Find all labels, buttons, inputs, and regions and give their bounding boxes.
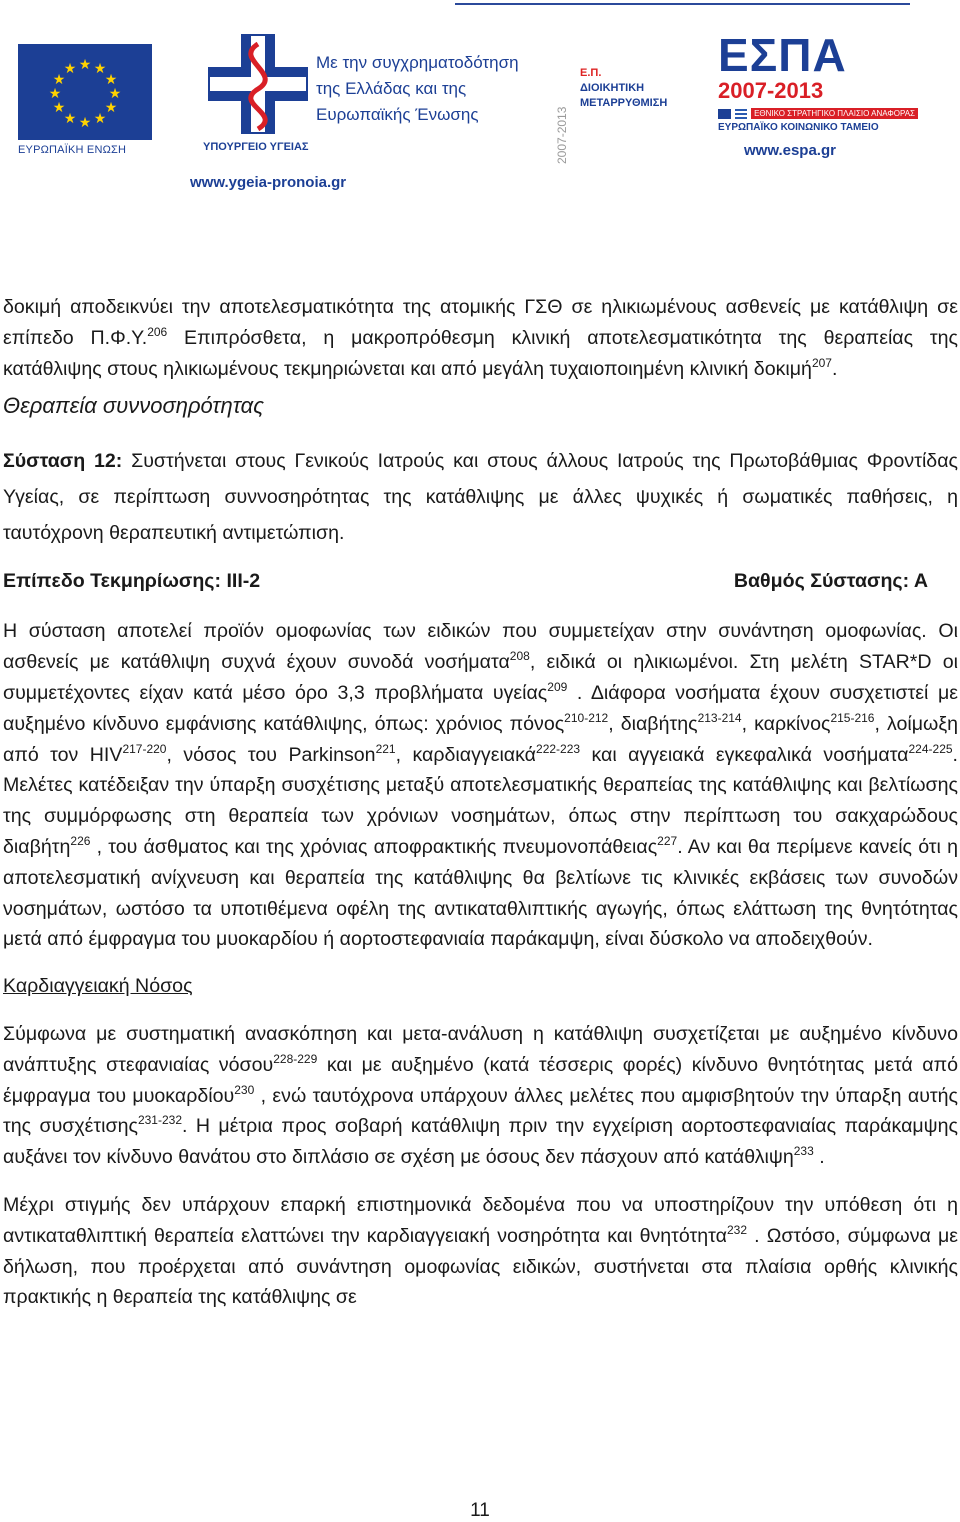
eu-flag-icon [18,44,152,140]
cofunding-line: Με την συγχρηματοδότηση [316,53,519,72]
svg-text:★: ★ [78,115,92,131]
cofunding-text [316,50,566,128]
espa-title: ΕΣΠΑ [718,29,847,81]
espa-logo [718,29,918,133]
recommendation-12: Σύσταση 12: Συστήνεται στους Γενικούς Ιατρούς και στους άλλους Ιατρούς της Πρωτοβάθμιας Φροντίδας Υγείας, σε περίπτωση συννοσηρότητας της κατάθλιψης με άλλες ψυχικές ή σωματικές παθήσεις, η ταυτόχρονη θεραπευτική αντιμετώπιση. [3,450,958,545]
svg-text:★: ★ [93,111,107,127]
recommendation-levels [3,563,958,599]
admin-line: ΜΕΤΑΡΡΥΘΜΙΣΗ [580,97,668,109]
espa-url: www.espa.gr [744,142,836,159]
ministry-caption: ΥΠΟΥΡΓΕΙΟ ΥΓΕΙΑΣ [203,141,309,153]
recommendation-label: Σύσταση 12: [3,450,123,473]
eu-logo [18,44,153,156]
espa-years: 2007-2013 [718,78,824,103]
svg-text:★: ★ [104,100,118,116]
vertical-years-text: 2007-2013 [555,106,569,164]
funding-banner [18,26,918,201]
admin-line: Ε.Π. [580,67,602,79]
svg-text:★: ★ [48,86,62,102]
greek-mini-flag-icon [735,109,748,119]
svg-text:★: ★ [63,61,77,77]
eu-mini-flag-icon [718,109,731,119]
evidence-level: Επίπεδο Τεκμηρίωσης: ΙΙΙ-2 [3,570,261,593]
svg-text:★: ★ [108,86,122,102]
document-body [3,292,958,1313]
svg-text:★: ★ [52,72,66,88]
ministry-url: www.ygeia-pronoia.gr [190,174,347,191]
vertical-years [546,56,576,166]
page-number: 11 [470,1500,490,1521]
section-heading: Θεραπεία συννοσηρότητας [3,393,264,419]
svg-text:★: ★ [52,100,66,116]
header-rule [455,3,910,5]
paragraph-intro: δοκιμή αποδεικνύει την αποτελεσματικότητα της ατομικής ΓΣΘ σε ηλικιωμένους ασθενείς με κατάθλιψη σε επίπεδο Π.Φ.Υ.$^{206}$ Επιπρόσθετα, η μακροπρόθεσμη κλινική αποτελεσματικότητα της θεραπείας της κατάθλιψης στους ηλικιωμένους τεκμηριώνεται και από μεγάλη τυχαιοποιημένη κλινική δοκιμή$^{207}$. [3,296,958,380]
espa-fund: ΕΥΡΩΠΑΪΚΟ ΚΟΙΝΩΝΙΚΟ ΤΑΜΕΙΟ [718,122,879,133]
svg-text:★: ★ [78,57,92,73]
cofunding-line: της Ελλάδας και της [316,79,467,98]
eu-caption: ΕΥΡΩΠΑΪΚΗ ΕΝΩΣΗ [18,144,127,156]
paragraph-comorbidity: Η σύσταση αποτελεί προϊόν ομοφωνίας των ειδικών που συμμετείχαν στην συνάντηση ομοφωνίας. Οι ασθενείς με κατάθλιψη συχνά έχουν συνοδά νοσήματα$^{208}$, ειδικά οι ηλικιωμένοι. Στη μελέτη STAR*D οι συμμετέχοντες είχαν κατά μέσο όρο 3,3 προβλήματα υγείας$^{209}$ . Διάφορα νοσήματα έχουν συσχετιστεί με αυξημένο κίνδυνο εμφάνισης κατάθλιψης, όπως: χρόνιος πόνος$^{210-212}$, διαβήτης$^{213-214}$, καρκίνος$^{215-216}$, λοίμωξη από τον HIV$^{217-220}$, νόσος του Parkinson$^{221}$, καρδιαγγειακά$^{222-223}$ και αγγειακά εγκεφαλικά νοσήματα$^{224-225}$. Μελέτες κατέδειξαν την ύπαρξη συσχέτισης μεταξύ αποτελεσματικής θεραπείας της κατάθλιψης και βελτίωσης της συμμόρφωσης στη θεραπεία των χρόνιων νοσημάτων, όπως στην περίπτωση του σακχαρώδους διαβήτη$^{226}$ , του άσθματος και της χρόνιας αποφρακτικής πνευμονοπάθειας$^{227}$. Αν και θα περίμενε κανείς ότι η αποτελεσματική ανίχνευση και θεραπεία της κατάθλιψης θα βελτίωνε τις κλινικές εκβάσεις των συνοδών νοσημάτων, ωστόσο τα υποτιθέμενα οφέλη της αντικαταθλιπτικής αγωγής, όπως ελάττωση της θνητότητας μετά από έμφραγμα του μυοκαρδίου ή αορτοστεφανιαία παράκαμψη, είναι δύσκολο να αποδειχθούν. [3,620,959,951]
ministry-cross-icon [203,34,313,134]
cofunding-line: Ευρωπαϊκής Ένωσης [316,105,479,124]
svg-text:★: ★ [63,111,77,127]
svg-text:★: ★ [104,72,118,88]
subheading-cardiovascular: Καρδιαγγειακή Νόσος [3,975,193,998]
svg-text:★: ★ [93,61,107,77]
ministry-logo [203,34,323,153]
espa-flags-row [718,108,918,119]
paragraph-evidence: Μέχρι στιγμής δεν υπάρχουν επαρκή επιστημονικά δεδομένα που να υποστηρίζουν την υπόθεση ότι η αντικαταθλιπτική θεραπεία ελαττώνει την καρδιαγγειακή νοσηρότητα και θνητότητα$^{232}$ . Ωστόσο, σύμφωνα με δήλωση, που προέρχεται από συνάντηση ομοφωνίας ειδικών, συστήνεται στα πλαίσια ορθής κλινικής πρακτικής η θεραπεία της κατάθλιψης σε [3,1193,958,1309]
admin-reform-logo [580,66,667,111]
paragraph-cardiovascular: Σύμφωνα με συστηματική ανασκόπηση και μετα-ανάλυση η κατάθλιψη συσχετίζεται με αυξημένο κίνδυνο ανάπτυξης στεφανιαίας νόσου$^{228-229}$ και με αυξημένο (κατά τέσσερις φορές) κίνδυνο θνητότητας μετά από έμφραγμα του μυοκαρδίου$^{230}$ , ενώ ταυτόχρονα υπάρχουν άλλες μελέτες που αμφισβητούν την ύπαρξη αυτής της συσχέτισης$^{231-232}$. Η μέτρια προς σοβαρή κατάθλιψη πριν την εγχείριση αορτοστεφανιαίας παράκαμψης αυξάνει τον κίνδυνο θανάτου στο διπλάσιο σε σχέση με όσους δεν πάσχουν από κατάθλιψη$^{233}$ . [3,1022,959,1169]
recommendation-grade: Βαθμός Σύστασης: Α [733,570,928,593]
espa-slogan: ΕΘΝΙΚΟ ΣΤΡΑΤΗΓΙΚΟ ΠΛΑΙΣΙΟ ΑΝΑΦΟΡΑΣ [751,108,918,119]
admin-line: ΔΙΟΙΚΗΤΙΚΗ [580,82,645,94]
